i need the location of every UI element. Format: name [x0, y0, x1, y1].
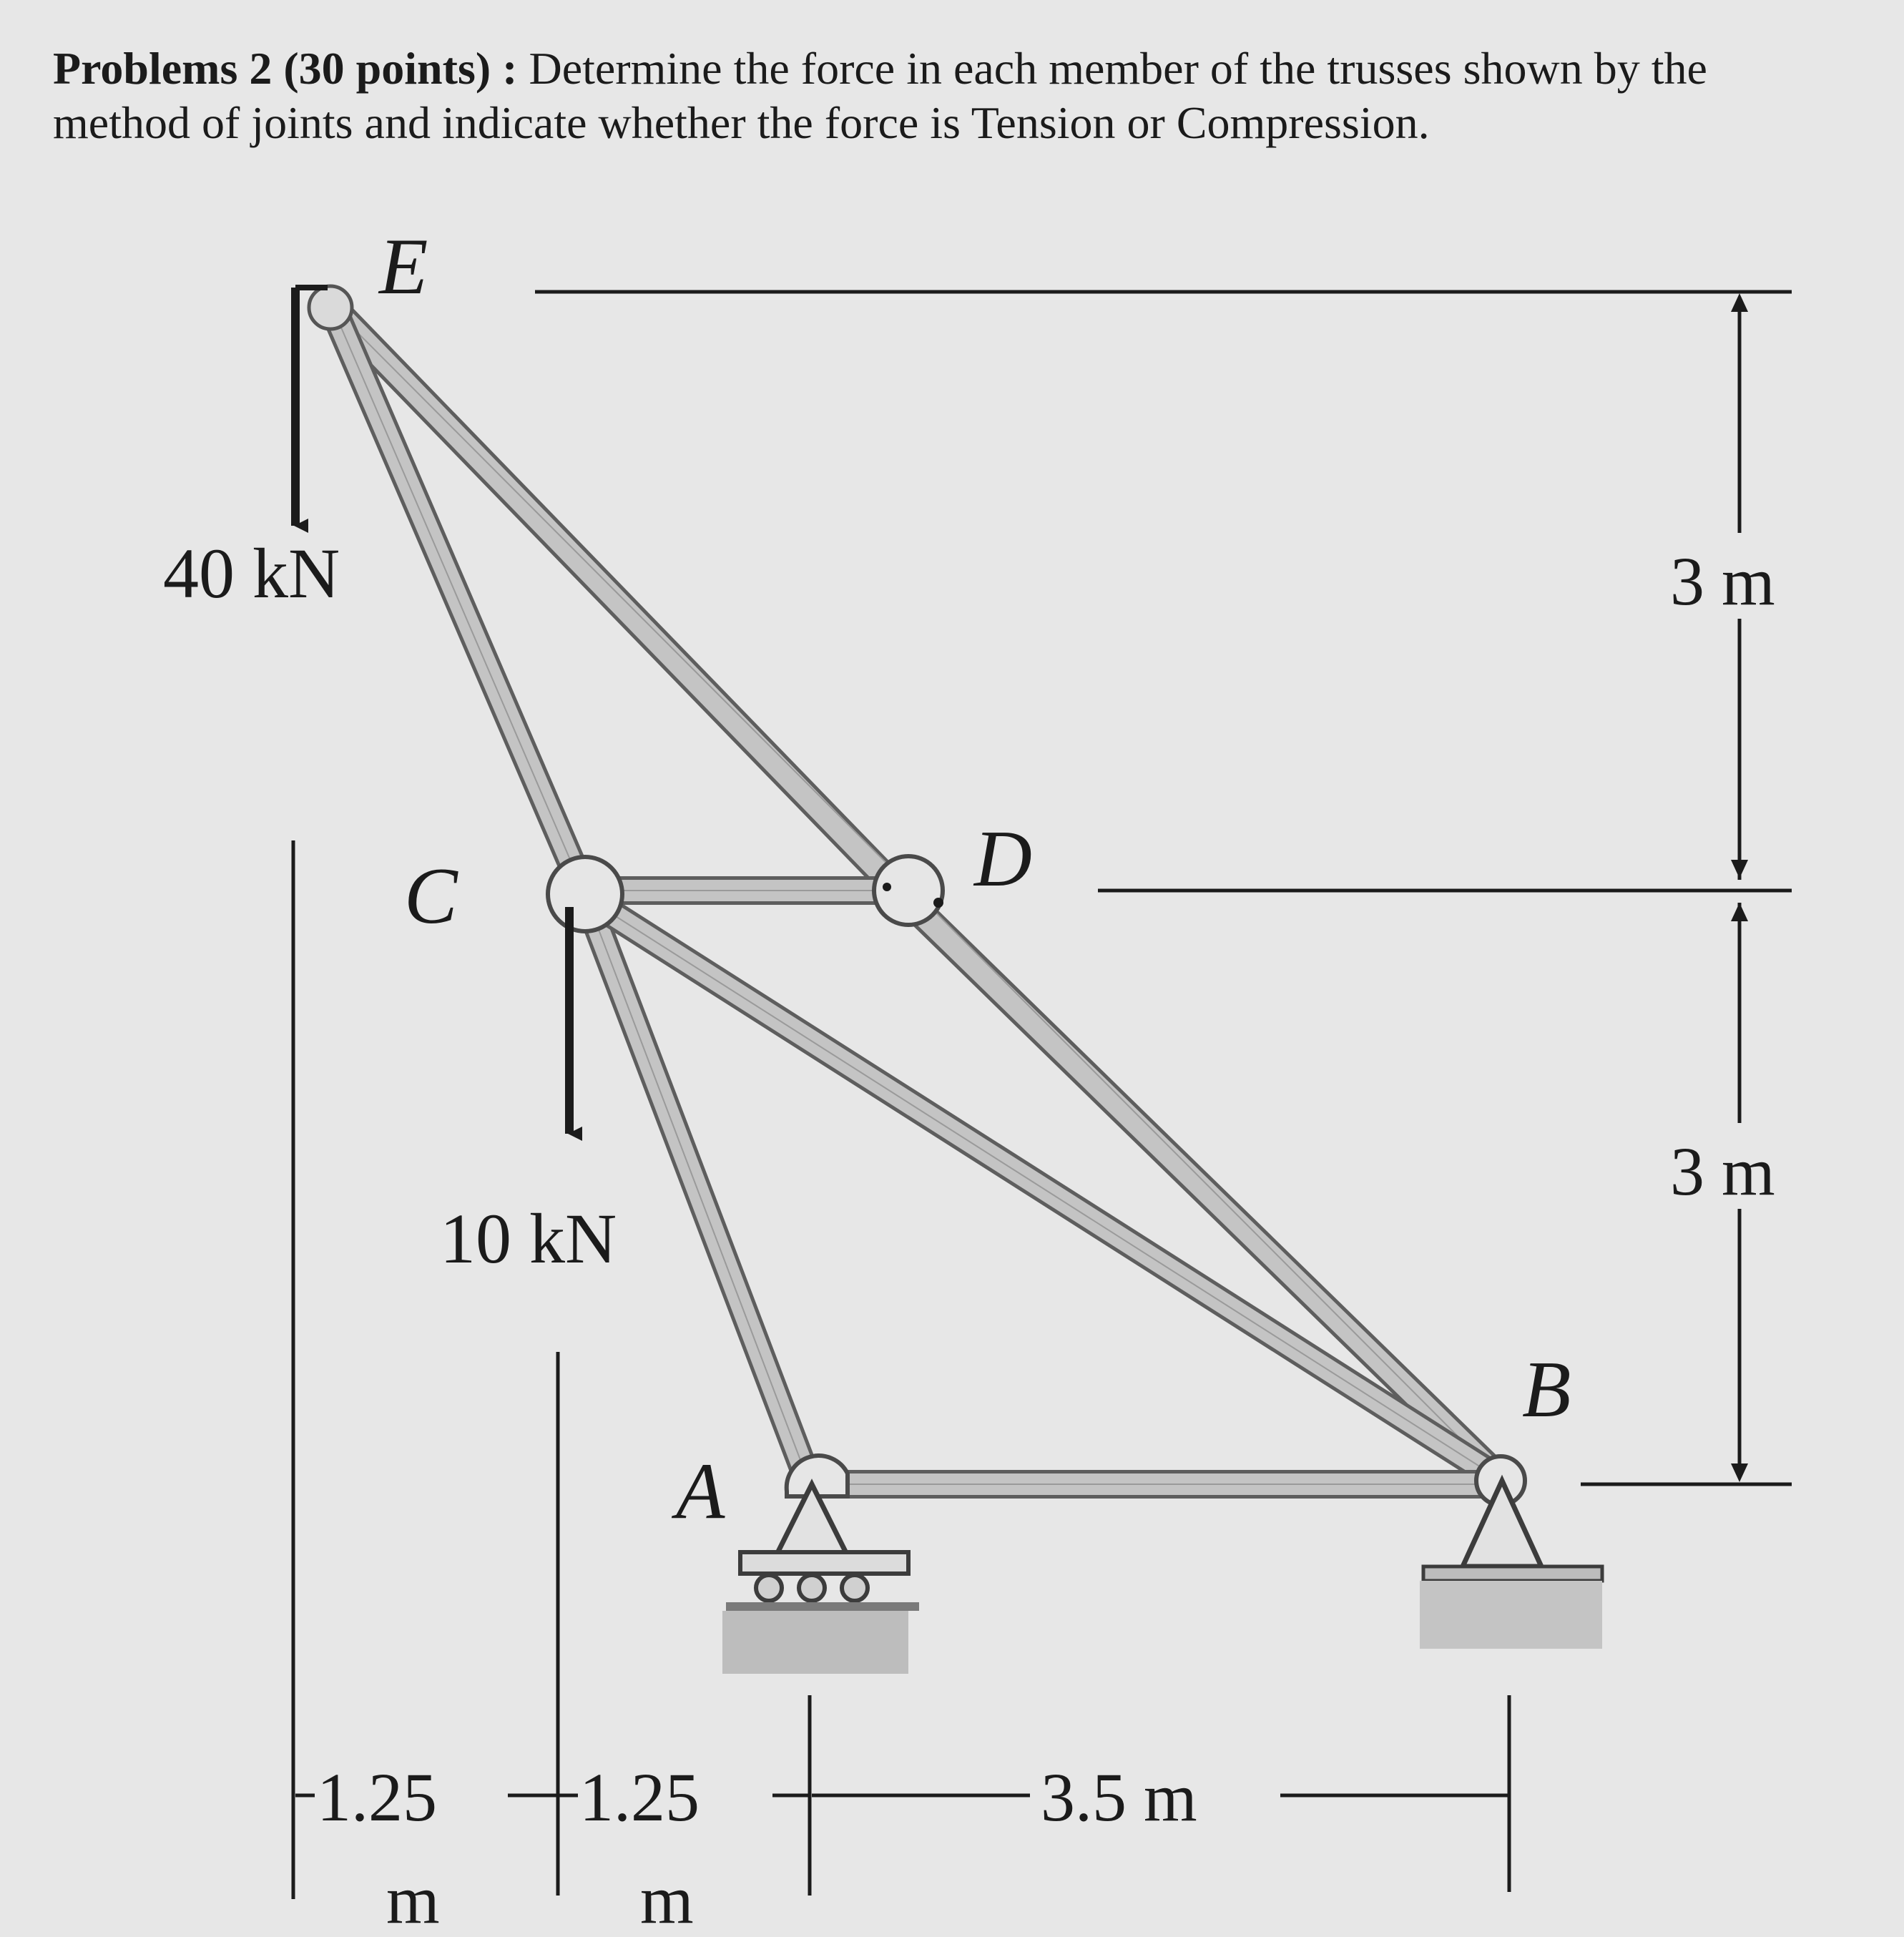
bolt-D-1 — [883, 883, 891, 891]
support-A-roller — [722, 1484, 919, 1674]
support-B-pin — [1420, 1481, 1602, 1649]
joint-label-D: D — [974, 815, 1032, 903]
dimension-label-vertical-bottom: 3 m — [1670, 1133, 1775, 1210]
gusset-C — [548, 857, 622, 931]
dimension-label-1-unit: m — [386, 1861, 440, 1937]
dimension-label-2-unit: m — [640, 1861, 694, 1937]
member-EC — [333, 308, 587, 898]
joint-label-C: C — [404, 852, 458, 941]
gusset-D — [874, 856, 943, 925]
member-CB — [587, 898, 1502, 1481]
problem-text: Determine the force in each member of the trusses shown by the method of joints and indicate whether the force is Tension or Compression. — [53, 43, 1707, 148]
load-label-E: 40 kN — [163, 534, 340, 613]
problem-heading: Problems 2 (30 points) : — [53, 43, 518, 94]
joint-label-A: A — [676, 1447, 725, 1536]
dimension-label-1-value: 1.25 — [317, 1759, 437, 1835]
load-label-C: 10 kN — [440, 1199, 617, 1278]
dimension-label-2-value: 1.25 — [579, 1759, 700, 1835]
gusset-E — [309, 286, 352, 329]
dimension-label-vertical-top: 3 m — [1670, 543, 1775, 619]
dimension-label-3: 3.5 m — [1041, 1759, 1197, 1835]
bolt-D-2 — [933, 898, 943, 908]
joint-label-B: B — [1522, 1345, 1571, 1434]
joint-label-E: E — [379, 222, 428, 311]
